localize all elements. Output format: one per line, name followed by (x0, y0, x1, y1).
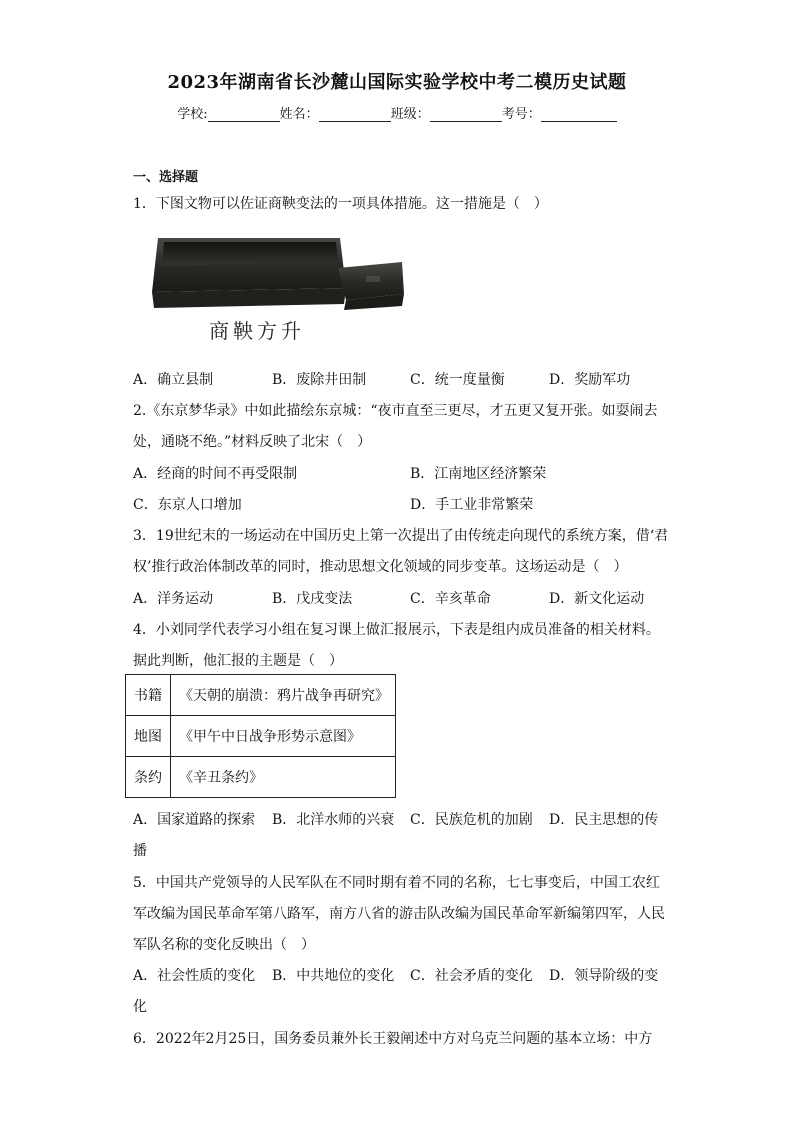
name-label: 姓名： (279, 107, 319, 122)
q4-option-b[interactable]: B．北洋水师的兴衰 (272, 812, 395, 828)
question-1-text: 1．下图文物可以佐证商鞅变法的一项具体措施。这一措施是（ ） (133, 196, 548, 212)
table-cell-item: 《辛丑条约》 (171, 757, 396, 798)
q4-option-c[interactable]: C．民族危机的加剧 (410, 812, 533, 828)
table-cell-item: 《甲午中日战争形势示意图》 (171, 716, 396, 757)
q1-option-a[interactable]: A．确立县制 (133, 372, 214, 388)
artifact-caption: 商鞅方升 (209, 319, 305, 343)
q2-option-c[interactable]: C．东京人口增加 (133, 497, 242, 513)
q5-option-d[interactable]: D．领导阶级的变 (549, 968, 659, 984)
q3-option-d[interactable]: D．新文化运动 (549, 591, 645, 607)
school-blank[interactable] (208, 107, 280, 122)
q2-option-d[interactable]: D．手工业非常繁荣 (410, 497, 534, 513)
exam-number-label: 考号： (501, 107, 541, 122)
exam-title: 2023年湖南省长沙麓山国际实验学校中考二模历史试题 (167, 72, 627, 93)
student-info-row (0, 103, 794, 122)
section-heading: 一、选择题 (133, 170, 199, 185)
q5-option-c[interactable]: C．社会矛盾的变化 (410, 968, 533, 984)
q5-option-b[interactable]: B．中共地位的变化 (272, 968, 395, 984)
table-cell-type: 条约 (126, 757, 171, 798)
question-6-text-line-1: 6．2022年2月25日，国务委员兼外长王毅阐述中方对乌克兰问题的基本立场：中方 (133, 1031, 653, 1047)
question-5-text-line-2: 军改编为国民革命军第八路军，南方八省的游击队改编为国民革命军新编第四军，人民 (133, 906, 665, 922)
question-3-text-line-2: 权’推行政治体制改革的同时，推动思想文化领域的同步变革。这场运动是（ ） (133, 559, 628, 575)
q3-option-c[interactable]: C．辛亥革命 (410, 591, 491, 607)
school-label: 学校: (177, 107, 208, 122)
question-2-text-line-2: 处，通晓不绝。”材料反映了北宋（ ） (133, 434, 372, 450)
q1-option-d[interactable]: D．奖励军功 (549, 372, 631, 388)
question-4-text-line-2: 据此判断，他汇报的主题是（ ） (133, 653, 343, 669)
q5-option-d-wrap: 化 (133, 999, 147, 1015)
q4-option-d-wrap: 播 (133, 843, 147, 859)
name-blank[interactable] (319, 107, 391, 122)
table-row (126, 675, 396, 716)
class-blank[interactable] (430, 107, 502, 122)
q1-option-c[interactable]: C．统一度量衡 (410, 372, 505, 388)
q3-option-a[interactable]: A．洋务运动 (133, 591, 214, 607)
question-5-text-line-1: 5．中国共产党领导的人民军队在不同时期有着不同的名称，七七事变后，中国工农红 (133, 875, 660, 891)
question-5-text-line-3: 军队名称的变化反映出（ ） (133, 937, 315, 953)
question-4-text-line-1: 4．小刘同学代表学习小组在复习课上做汇报展示，下表是组内成员准备的相关材料。 (133, 622, 660, 638)
exam-number-blank[interactable] (541, 107, 617, 122)
q2-option-a[interactable]: A．经商的时间不再受限制 (133, 466, 298, 482)
table-cell-type: 书籍 (126, 675, 171, 716)
question-2-text-line-1: 2.《东京梦华录》中如此描绘东京城：“夜市直至三更尽，才五更又复开张。如耍闹去 (133, 403, 658, 419)
class-label: 班级： (390, 107, 430, 122)
table-row (126, 716, 396, 757)
q3-option-b[interactable]: B．戊戌变法 (272, 591, 353, 607)
q4-option-d[interactable]: D．民主思想的传 (549, 812, 659, 828)
question-3-text-line-1: 3．19世纪末的一场运动在中国历史上第一次提出了由传统走向现代的系统方案，借‘君 (133, 528, 669, 544)
q2-option-b[interactable]: B．江南地区经济繁荣 (410, 466, 547, 482)
q4-option-a[interactable]: A．国家道路的探索 (133, 812, 256, 828)
materials-table (125, 674, 396, 798)
table-row (126, 757, 396, 798)
table-cell-item: 《天朝的崩溃：鸦片战争再研究》 (171, 675, 396, 716)
q5-option-a[interactable]: A．社会性质的变化 (133, 968, 256, 984)
table-cell-type: 地图 (126, 716, 171, 757)
q1-option-b[interactable]: B．废除井田制 (272, 372, 367, 388)
